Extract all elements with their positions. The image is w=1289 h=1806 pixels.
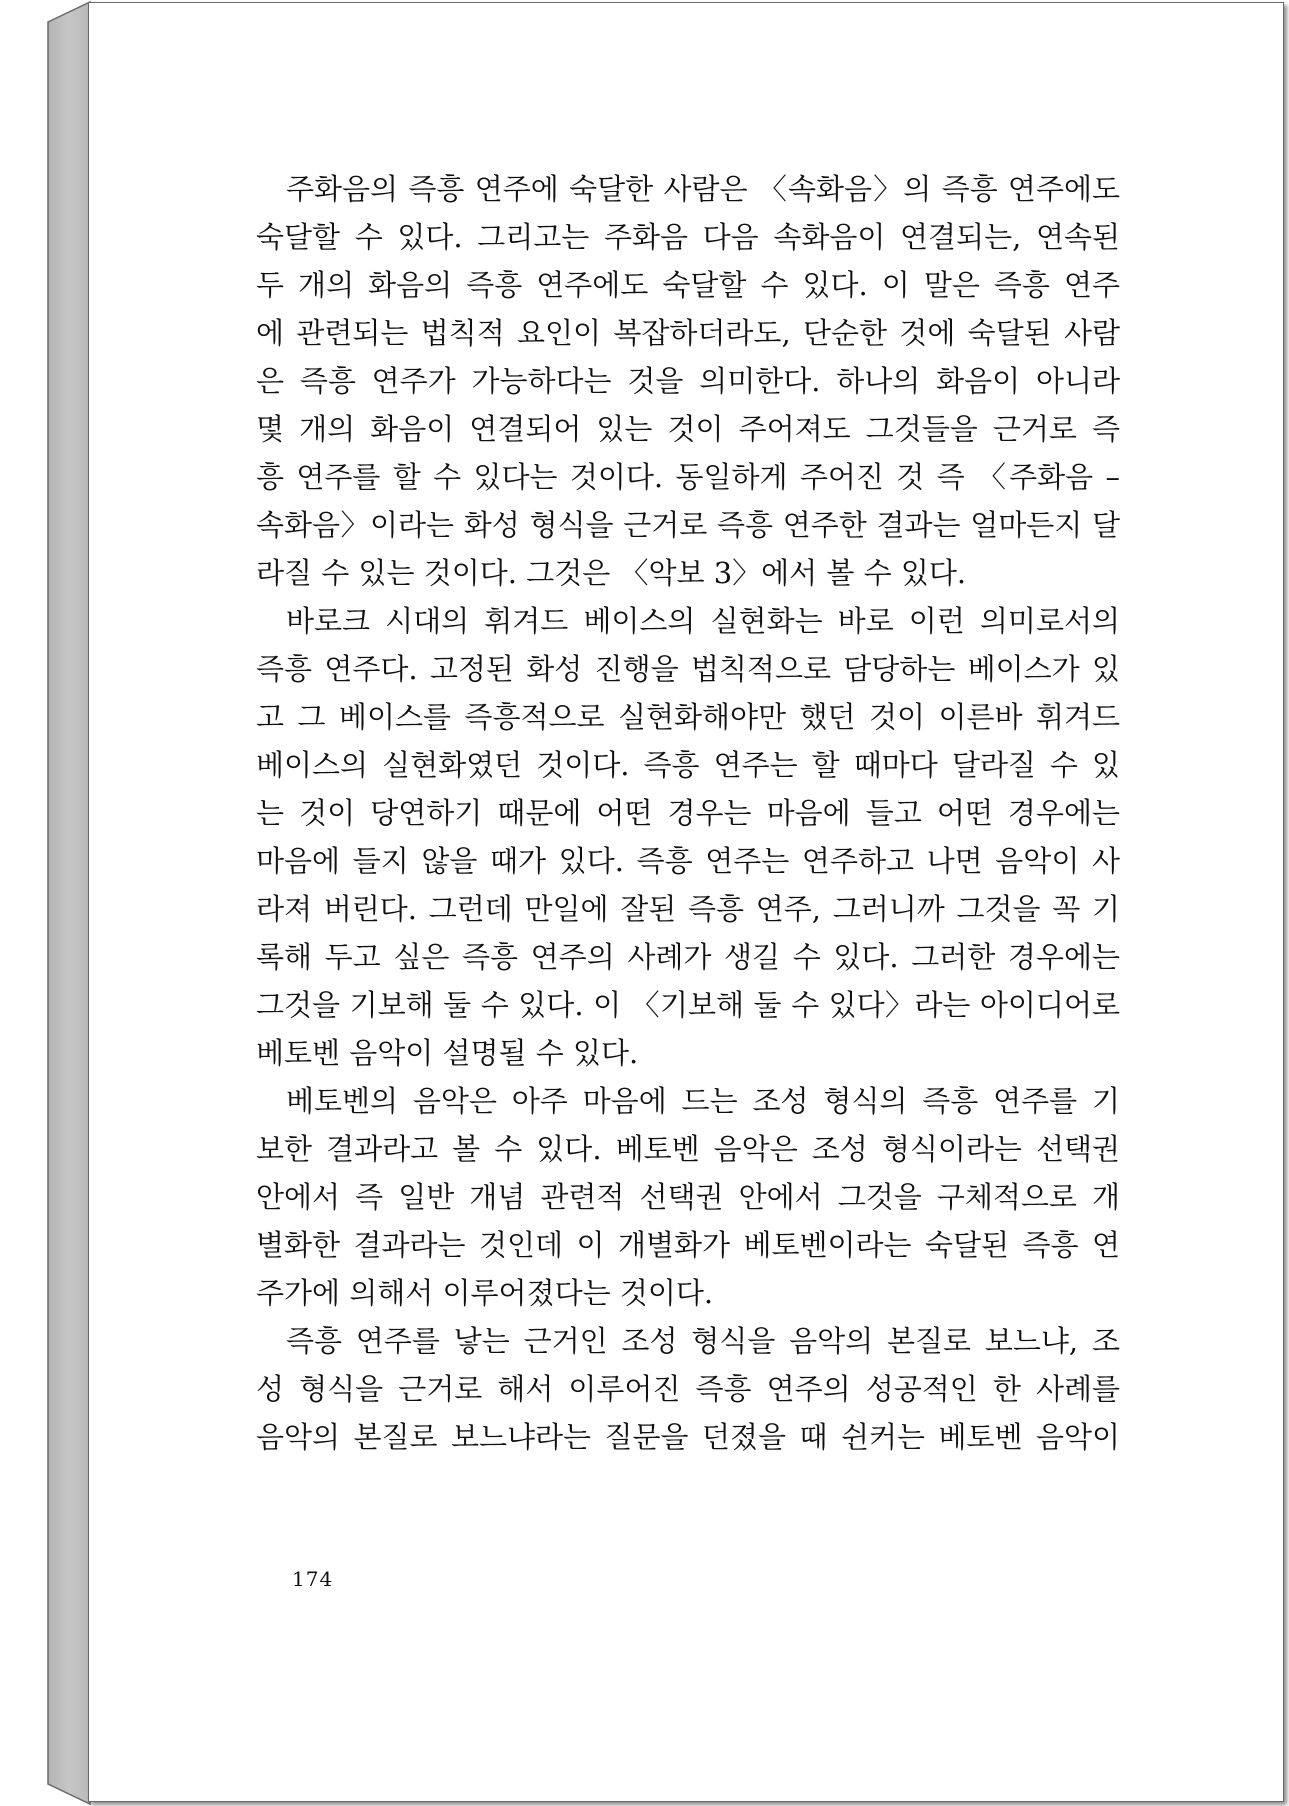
paragraph-4	[256, 1317, 1120, 1461]
text-line: 두 개의 화음의 즉흥 연주에도 숙달할 수 있다. 이 말은 즉흥 연주	[256, 268, 1120, 302]
text-line: 성 형식을 근거로 해서 이루어진 즉흥 연주의 성공적인 한 사례를	[256, 1372, 1120, 1406]
text-line: 별화한 결과라는 것인데 이 개별화가 베토벤이라는 숙달된 즉흥 연	[256, 1228, 1120, 1262]
text-line: 몇 개의 화음이 연결되어 있는 것이 주어져도 그것들을 근거로 즉	[256, 412, 1120, 446]
text-line: 는 것이 당연하기 때문에 어떤 경우는 마음에 들고 어떤 경우에는	[256, 796, 1120, 830]
paragraph-3	[256, 1077, 1120, 1317]
text-line: 바로크 시대의 휘겨드 베이스의 실현화는 바로 이런 의미로서의	[286, 604, 1120, 638]
text-line: 즉흥 연주를 낳는 근거인 조성 형식을 음악의 본질로 보느냐, 조	[286, 1324, 1120, 1358]
page-number: 174	[292, 1567, 334, 1591]
text-line: 그것을 기보해 둘 수 있다. 이 〈기보해 둘 수 있다〉라는 아이디어로	[256, 988, 1120, 1022]
text-line: 음악의 본질로 보느냐라는 질문을 던졌을 때 쉰커는 베토벤 음악이	[256, 1420, 1120, 1454]
text-line: 은 즉흥 연주가 가능하다는 것을 의미한다. 하나의 화음이 아니라	[256, 364, 1120, 398]
text-line: 라질 수 있는 것이다. 그것은 〈악보 3〉에서 볼 수 있다.	[256, 556, 967, 590]
paragraph-2	[256, 597, 1120, 1077]
text-line: 주가에 의해서 이루어졌다는 것이다.	[256, 1276, 714, 1310]
text-line: 즉흥 연주다. 고정된 화성 진행을 법칙적으로 담당하는 베이스가 있	[256, 652, 1120, 686]
text-line: 베토벤의 음악은 아주 마음에 드는 조성 형식의 즉흥 연주를 기	[286, 1084, 1120, 1118]
text-line: 마음에 들지 않을 때가 있다. 즉흥 연주는 연주하고 나면 음악이 사	[256, 844, 1120, 878]
text-line: 고 그 베이스를 즉흥적으로 실현화해야만 했던 것이 이른바 휘겨드	[256, 700, 1120, 734]
text-line: 록해 두고 싶은 즉흥 연주의 사례가 생길 수 있다. 그러한 경우에는	[256, 940, 1120, 974]
text-line: 안에서 즉 일반 개념 관련적 선택권 안에서 그것을 구체적으로 개	[256, 1180, 1120, 1214]
text-line: 속화음〉이라는 화성 형식을 근거로 즉흥 연주한 결과는 얼마든지 달	[256, 508, 1120, 542]
body-text	[256, 165, 1120, 1461]
paragraph-1	[256, 165, 1120, 597]
text-line: 라져 버린다. 그런데 만일에 잘된 즉흥 연주, 그러니까 그것을 꼭 기	[256, 892, 1120, 926]
text-line: 주화음의 즉흥 연주에 숙달한 사람은 〈속화음〉의 즉흥 연주에도	[286, 172, 1120, 206]
text-line: 숙달할 수 있다. 그리고는 주화음 다음 속화음이 연결되는, 연속된	[256, 220, 1120, 254]
text-line: 에 관련되는 법칙적 요인이 복잡하더라도, 단순한 것에 숙달된 사람	[256, 316, 1120, 350]
text-line: 베토벤 음악이 설명될 수 있다.	[256, 1036, 639, 1070]
text-line: 보한 결과라고 볼 수 있다. 베토벤 음악은 조성 형식이라는 선택권	[256, 1132, 1120, 1166]
text-line: 베이스의 실현화였던 것이다. 즉흥 연주는 할 때마다 달라질 수 있	[256, 748, 1120, 782]
text-line: 흥 연주를 할 수 있다는 것이다. 동일하게 주어진 것 즉 〈주화음 –	[256, 460, 1120, 494]
